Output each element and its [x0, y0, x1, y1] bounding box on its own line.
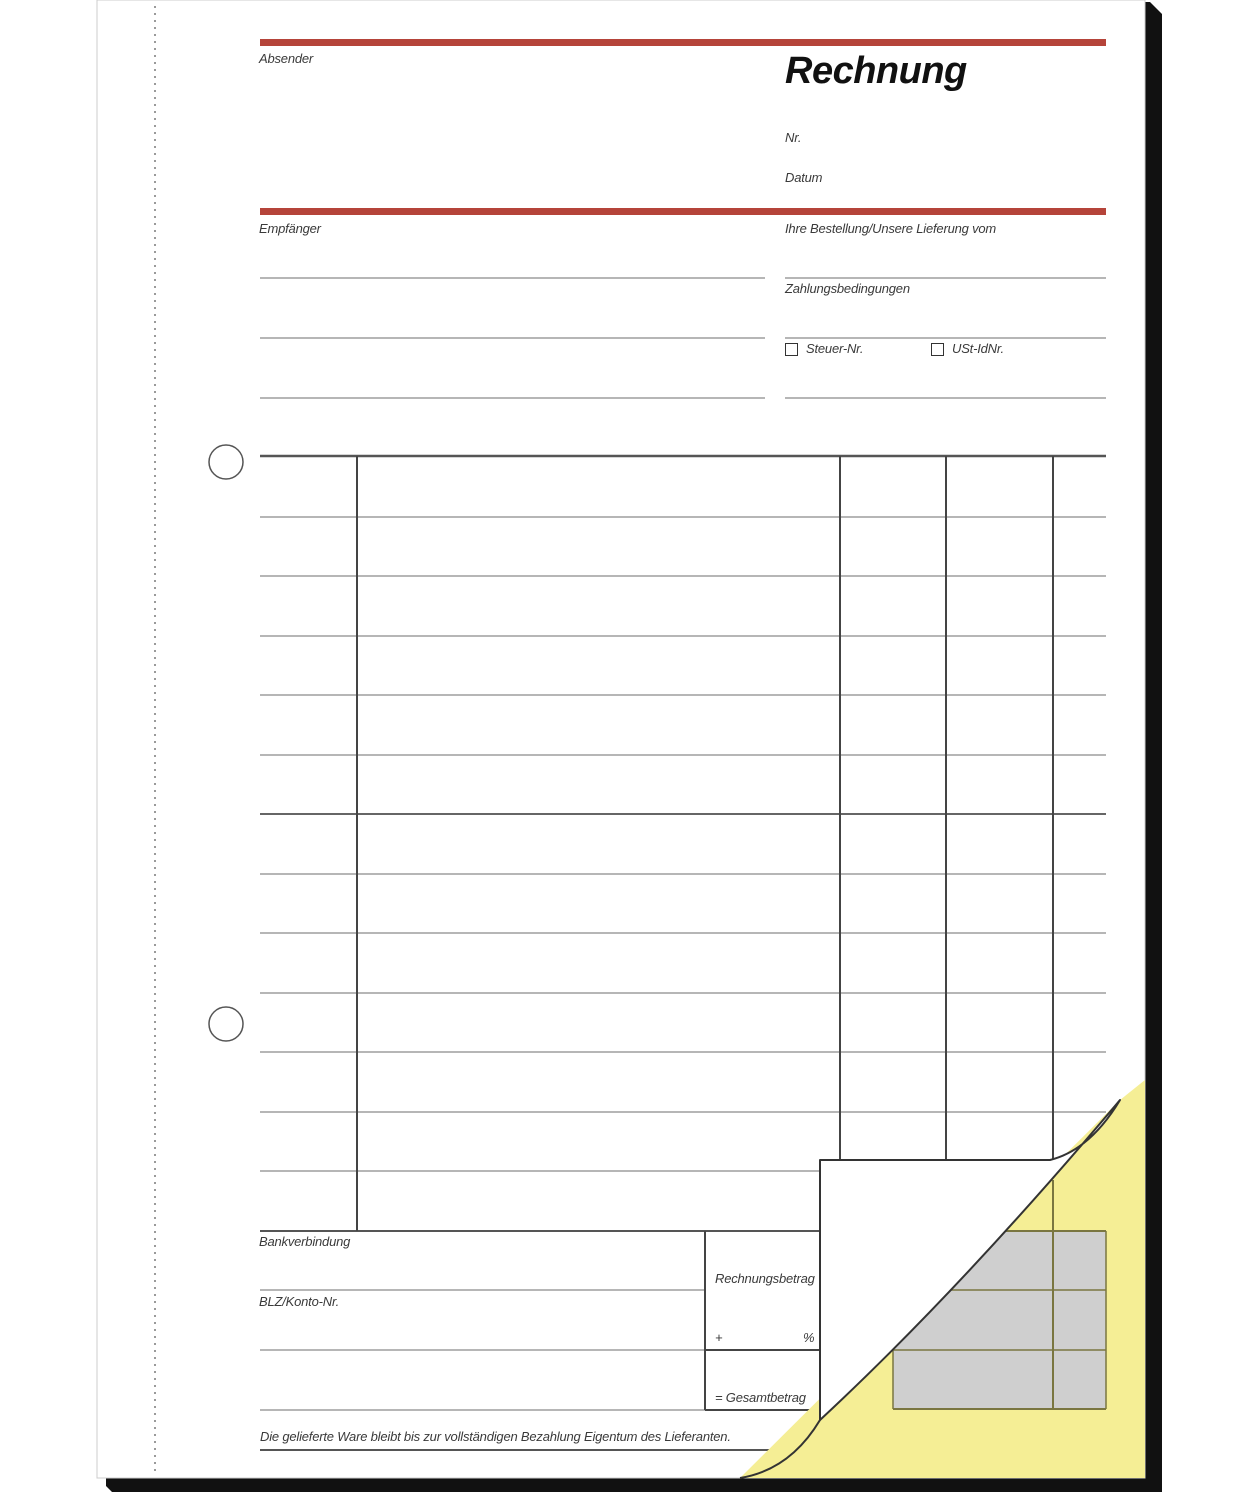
totals-clip — [705, 1231, 821, 1411]
footer-note: Die gelieferte Ware bleibt bis zur vollständigen Bezahlung Eigentum des Lieferanten. — [260, 1429, 731, 1444]
tax-no-label: Steuer-Nr. — [806, 341, 864, 356]
vat-id-label: USt-IdNr. — [952, 341, 1004, 356]
number-label: Nr. — [785, 130, 802, 145]
account-label: BLZ/Konto-Nr. — [259, 1294, 340, 1309]
date-label: Datum — [785, 170, 823, 185]
sender-label: Absender — [259, 51, 314, 66]
bank-label: Bankverbindung — [259, 1234, 351, 1249]
order-label: Ihre Bestellung/Unsere Lieferung vom — [785, 221, 997, 236]
recipient-red-bar — [260, 208, 1106, 215]
percent-label: % — [803, 1330, 815, 1345]
recipient-label: Empfänger — [259, 221, 321, 236]
tax-no-checkbox[interactable] — [785, 343, 798, 356]
plus-label: + — [715, 1330, 723, 1345]
header-red-bar — [260, 39, 1106, 46]
invoice-amount-label: Rechnungsbetrag — [715, 1271, 815, 1286]
footer-clip — [258, 1425, 833, 1447]
punch-hole-bottom — [209, 1007, 243, 1041]
form-title: Rechnung — [785, 50, 967, 92]
payment-terms-label: Zahlungsbedingungen — [785, 281, 910, 296]
total-label: = Gesamtbetrag — [715, 1390, 806, 1405]
vat-id-checkbox[interactable] — [931, 343, 944, 356]
punch-hole-top — [209, 445, 243, 479]
